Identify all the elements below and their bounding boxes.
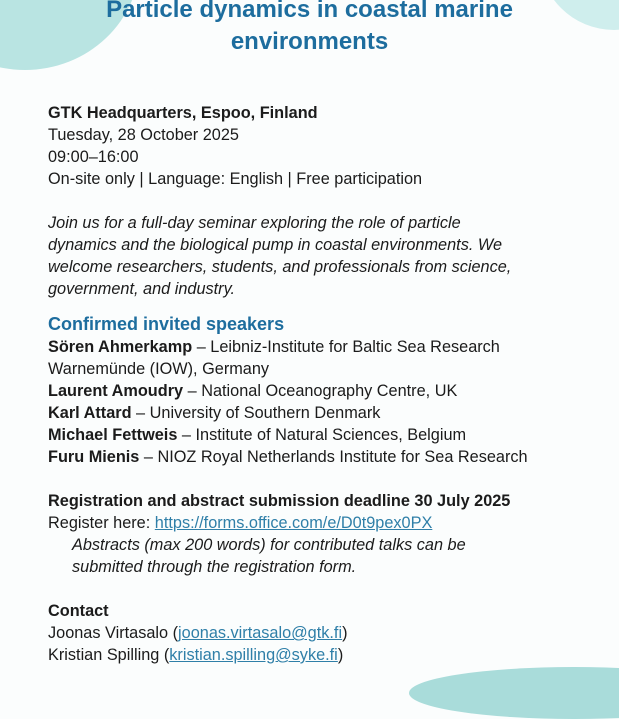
speaker-name: Sören Ahmerkamp	[48, 338, 193, 356]
contact-item	[48, 644, 608, 666]
event-date: Tuesday, 28 October 2025	[48, 126, 239, 144]
speaker-name: Furu Mienis	[48, 448, 140, 466]
registration-section	[48, 490, 608, 578]
speaker-item	[48, 446, 608, 468]
speaker-item	[48, 424, 608, 446]
intro-line: Join us for a full-day seminar exploring the role of particle	[48, 214, 461, 232]
contact-heading: Contact	[48, 602, 109, 620]
speaker-affiliation: – National Oceanography Centre, UK	[183, 382, 458, 400]
abstract-note-line: Abstracts (max 200 words) for contributed talks can be	[72, 536, 466, 554]
speaker-name: Michael Fettweis	[48, 426, 178, 444]
speaker-affiliation: – Leibniz-Institute for Baltic Sea Research	[192, 338, 500, 356]
event-venue: GTK Headquarters, Espoo, Finland	[48, 104, 318, 122]
speaker-name: Karl Attard	[48, 404, 132, 422]
event-info: On-site only | Language: English | Free participation	[48, 170, 423, 188]
flyer-content	[48, 102, 608, 666]
event-details	[48, 102, 608, 190]
speakers-heading: Confirmed invited speakers	[48, 314, 285, 334]
speaker-item	[48, 336, 608, 358]
speakers-section	[48, 312, 608, 468]
registration-heading: Registration and abstract submission deadline 30 July 2025	[48, 492, 511, 510]
intro-line: welcome researchers, students, and professionals from science,	[48, 258, 512, 276]
title-line-2: environments	[230, 28, 389, 55]
contact-email-link[interactable]: kristian.spilling@syke.fi	[169, 646, 338, 664]
decorative-blob-bottom-right	[409, 667, 619, 719]
intro-line: dynamics and the biological pump in coastal environments. We	[48, 236, 503, 254]
contact-name: Kristian Spilling (	[48, 646, 170, 664]
contact-email-link[interactable]: joonas.virtasalo@gtk.fi	[178, 624, 343, 642]
speaker-name: Laurent Amoudry	[48, 382, 184, 400]
speaker-item	[48, 380, 608, 402]
title-line-1: Particle dynamics in coastal marine	[106, 0, 513, 23]
register-line	[48, 512, 608, 534]
intro-line: government, and industry.	[48, 280, 236, 298]
speaker-affiliation-continued: Warnemünde (IOW), Germany	[48, 360, 270, 378]
register-label: Register here:	[48, 514, 155, 532]
abstract-note-line: submitted through the registration form.	[72, 558, 357, 576]
speaker-affiliation: – Institute of Natural Sciences, Belgium	[177, 426, 467, 444]
contact-close-paren: )	[342, 624, 348, 642]
registration-link[interactable]: https://forms.office.com/e/D0t9pex0PX	[154, 514, 433, 532]
page-title	[0, 0, 619, 58]
speaker-affiliation: – University of Southern Denmark	[131, 404, 381, 422]
intro-paragraph	[48, 212, 608, 300]
speaker-item	[48, 402, 608, 424]
contact-close-paren: )	[337, 646, 344, 664]
contact-name: Joonas Virtasalo (	[48, 624, 179, 642]
event-time: 09:00–16:00	[48, 148, 139, 166]
contact-item	[48, 622, 608, 644]
speaker-affiliation: – NIOZ Royal Netherlands Institute for Sea Research	[139, 448, 528, 466]
contact-section	[48, 600, 608, 666]
